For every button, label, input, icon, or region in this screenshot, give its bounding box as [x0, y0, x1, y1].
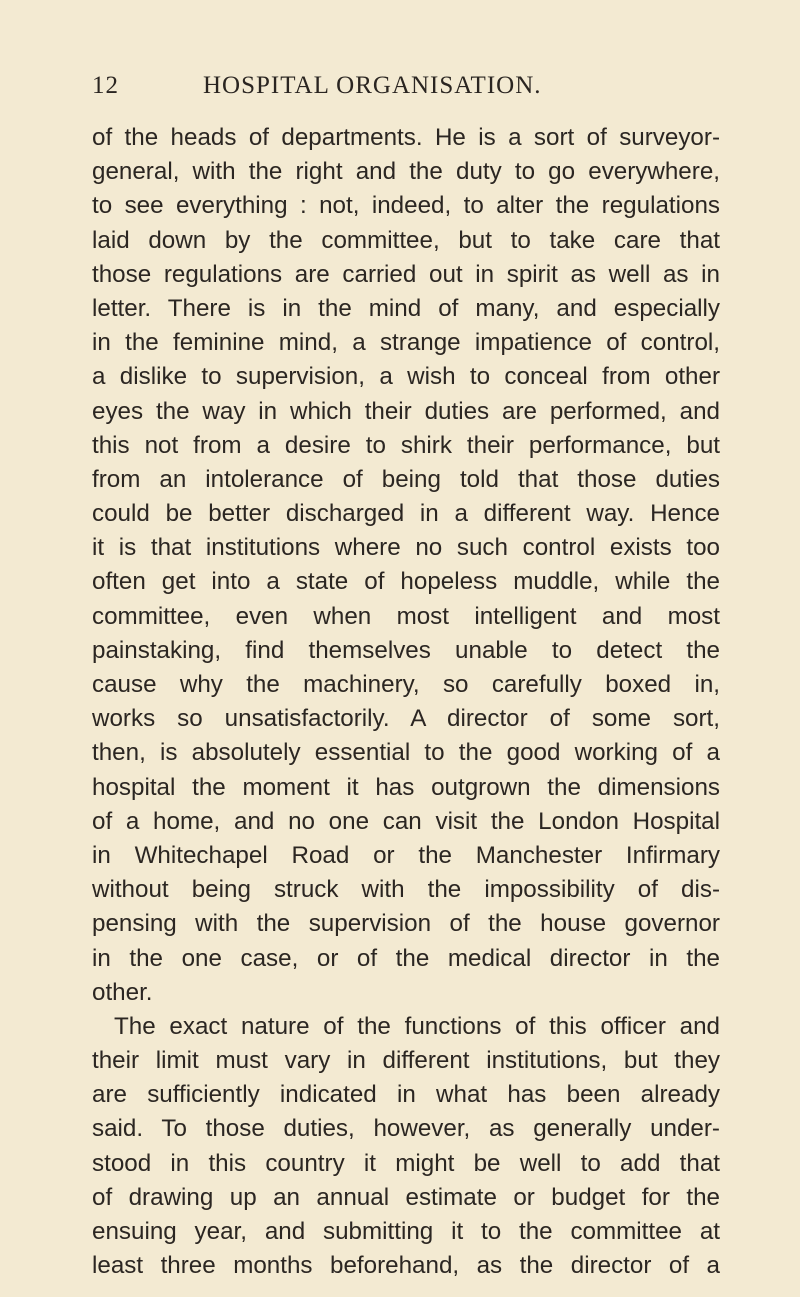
text-line: to see everything : not, indeed, to alter the regulations [92, 192, 720, 220]
running-header [92, 66, 732, 106]
text-line: this not from a desire to shirk their performance, but [92, 431, 720, 459]
text-line: a dislike to supervision, a wish to conceal from other [92, 363, 720, 391]
text-line: those regulations are carried out in spirit as well as in [92, 260, 720, 288]
running-title: HOSPITAL ORGANISATION. [203, 72, 542, 99]
text-line: stood in this country it might be well to add that [92, 1149, 720, 1177]
paragraph-start-line: The exact nature of the functions of this officer and [114, 1012, 720, 1040]
text-line: are sufficiently indicated in what has been already [92, 1081, 720, 1109]
text-line: eyes the way in which their duties are performed, and [92, 397, 720, 425]
text-line: then, is absolutely essential to the good working of a [92, 739, 720, 767]
text-line: from an intolerance of being told that those duties [92, 465, 720, 493]
text-line: said. To those duties, however, as generally under- [92, 1115, 720, 1143]
text-line: letter. There is in the mind of many, and especially [92, 294, 720, 322]
text-line: laid down by the committee, but to take care that [92, 226, 720, 254]
text-line: pensing with the supervision of the house governor [92, 910, 720, 938]
text-line: least three months beforehand, as the director of a [92, 1252, 720, 1280]
page-number: 12 [92, 72, 119, 99]
text-line: cause why the machinery, so carefully boxed in, [92, 671, 720, 698]
text-line: their limit must vary in different institutions, but they [92, 1047, 720, 1075]
text-line: works so unsatisfactorily. A director of some sort, [92, 705, 720, 733]
text-line: hospital the moment it has outgrown the dimensions [92, 773, 720, 801]
text-line: painstaking, find themselves unable to detect the [92, 636, 720, 664]
text-line: often get into a state of hopeless muddle, while the [92, 568, 720, 596]
body-text [92, 121, 720, 1283]
text-line: of a home, and no one can visit the London Hospital [92, 807, 720, 835]
text-line: in the one case, or of the medical director in the [92, 944, 720, 972]
text-line: without being struck with the impossibility of dis- [92, 876, 720, 904]
text-line: of the heads of departments. He is a sort of surveyor- [92, 124, 720, 151]
text-line: could be better discharged in a different way. Hence [92, 500, 720, 528]
text-line: ensuing year, and submitting it to the committee at [92, 1218, 720, 1245]
text-line: committee, even when most intelligent and most [92, 602, 720, 630]
text-line: in Whitechapel Road or the Manchester Infirmary [92, 841, 720, 869]
paragraph-end-line: other. [92, 978, 153, 1006]
text-line: in the feminine mind, a strange impatience of control, [92, 329, 720, 357]
text-line: of drawing up an annual estimate or budget for the [92, 1183, 720, 1211]
text-line: general, with the right and the duty to go everywhere, [92, 158, 720, 186]
text-line: it is that institutions where no such control exists too [92, 534, 720, 562]
